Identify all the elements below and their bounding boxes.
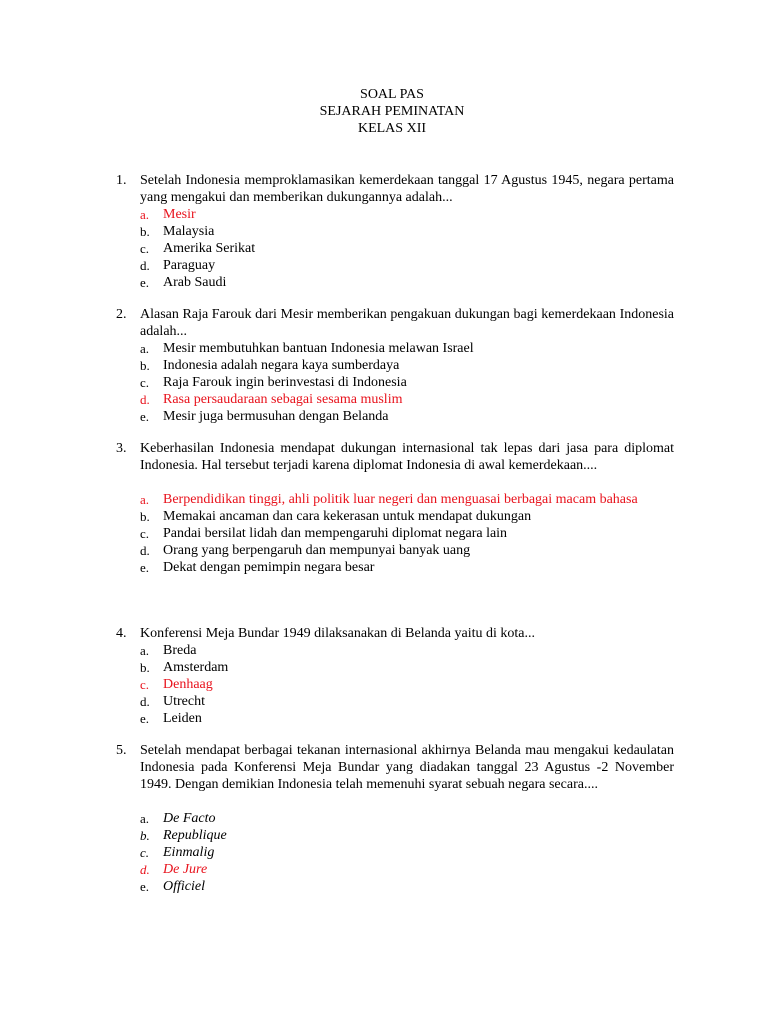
option-text: Arab Saudi xyxy=(163,275,227,290)
header-class: KELAS XII xyxy=(357,121,427,136)
option-a xyxy=(140,810,674,827)
question-text: Alasan Raja Farouk dari Mesir memberikan pengakuan dukungan bagi kemerdekaan Indonesia adalah... xyxy=(140,307,674,339)
option-letter: c. xyxy=(140,241,150,256)
option-text: Denhaag xyxy=(163,677,213,692)
option-text: Mesir juga bermusuhan dengan Belanda xyxy=(163,409,389,424)
option-letter: e. xyxy=(140,409,150,424)
option-text: Paraguay xyxy=(163,258,216,273)
option-text: Amsterdam xyxy=(163,660,229,675)
option-text: Raja Farouk ingin berinvestasi di Indonesia xyxy=(163,375,407,390)
question-number: 1. xyxy=(116,173,127,188)
option-text: Breda xyxy=(163,643,197,658)
option-letter: b. xyxy=(140,509,150,524)
option-d xyxy=(140,257,674,274)
option-list xyxy=(140,340,674,425)
option-letter: b. xyxy=(140,660,150,675)
option-c-correct xyxy=(140,676,674,693)
option-list xyxy=(140,491,674,576)
option-letter: c. xyxy=(140,526,150,541)
option-text: Einmalig xyxy=(163,845,215,860)
option-text: Rasa persaudaraan sebagai sesama muslim xyxy=(163,392,403,407)
header-title: SOAL PAS xyxy=(360,87,424,102)
document-header xyxy=(0,86,768,137)
option-c xyxy=(140,525,674,542)
option-letter: a. xyxy=(140,341,150,356)
option-letter: c. xyxy=(140,677,150,692)
option-letter: d. xyxy=(140,258,150,273)
option-letter: d. xyxy=(140,862,150,877)
option-text: Republique xyxy=(163,828,227,843)
question-2 xyxy=(116,306,674,425)
option-b xyxy=(140,357,674,374)
option-e xyxy=(140,408,674,425)
option-list xyxy=(140,642,674,727)
option-a-correct xyxy=(140,491,674,508)
question-text: Setelah Indonesia memproklamasikan kemerdekaan tanggal 17 Agustus 1945, negara pertama yang mengakui dan memberikan dukungannya adalah... xyxy=(140,173,674,205)
question-3 xyxy=(116,440,674,576)
option-list xyxy=(140,206,674,291)
option-text: Officiel xyxy=(163,879,205,894)
option-letter: a. xyxy=(140,643,150,658)
option-text: Memakai ancaman dan cara kekerasan untuk mendapat dukungan xyxy=(163,509,532,524)
option-text: Utrecht xyxy=(163,694,205,709)
option-letter: e. xyxy=(140,879,150,894)
option-letter: b. xyxy=(140,828,150,843)
option-text: Mesir membutuhkan bantuan Indonesia melawan Israel xyxy=(163,341,474,356)
option-d-correct xyxy=(140,861,674,878)
option-list xyxy=(140,810,674,895)
option-e xyxy=(140,274,674,291)
option-b xyxy=(140,508,674,525)
option-letter: c. xyxy=(140,845,150,860)
option-letter: d. xyxy=(140,543,150,558)
question-text: Keberhasilan Indonesia mendapat dukungan internasional tak lepas dari jasa para diplomat Indonesia. Hal tersebut terjadi karena diplomat Indonesia di awal kemerdekaan.... xyxy=(140,441,674,473)
question-text: Setelah mendapat berbagai tekanan internasional akhirnya Belanda mau mengakui kedaulatan Indonesia pada Konferensi Meja Bundar yang diadakan tanggal 23 Agustus -2 November 1949. Dengan demikian Indonesia telah memenuhi syarat sebuah negara secara.... xyxy=(140,743,674,792)
question-1 xyxy=(116,172,674,291)
option-d-correct xyxy=(140,391,674,408)
option-e xyxy=(140,878,674,895)
option-a xyxy=(140,340,674,357)
option-text: Mesir xyxy=(163,207,196,222)
option-letter: a. xyxy=(140,811,150,826)
option-a-correct xyxy=(140,206,674,223)
option-c xyxy=(140,374,674,391)
question-number: 2. xyxy=(116,307,127,322)
option-letter: d. xyxy=(140,694,150,709)
option-letter: e. xyxy=(140,275,150,290)
option-text: De Facto xyxy=(163,811,216,826)
option-b xyxy=(140,827,674,844)
option-letter: e. xyxy=(140,560,150,575)
option-a xyxy=(140,642,674,659)
option-b xyxy=(140,659,674,676)
option-text: Berpendidikan tinggi, ahli politik luar negeri dan menguasai berbagai macam bahasa xyxy=(163,492,638,507)
option-text: Leiden xyxy=(163,711,202,726)
option-text: Dekat dengan pemimpin negara besar xyxy=(163,560,375,575)
option-e xyxy=(140,559,674,576)
option-b xyxy=(140,223,674,240)
option-letter: e. xyxy=(140,711,150,726)
question-text: Konferensi Meja Bundar 1949 dilaksanakan di Belanda yaitu di kota... xyxy=(140,626,536,641)
option-d xyxy=(140,693,674,710)
question-number: 5. xyxy=(116,743,127,758)
option-e xyxy=(140,710,674,727)
option-text: Orang yang berpengaruh dan mempunyai banyak uang xyxy=(163,543,471,558)
question-5 xyxy=(116,742,674,895)
header-subject: SEJARAH PEMINATAN xyxy=(319,104,465,119)
option-letter: b. xyxy=(140,224,150,239)
option-text: De Jure xyxy=(163,862,208,877)
option-text: Indonesia adalah negara kaya sumberdaya xyxy=(163,358,400,373)
question-4 xyxy=(116,625,674,727)
question-number: 3. xyxy=(116,441,127,456)
option-letter: a. xyxy=(140,492,150,507)
option-text: Malaysia xyxy=(163,224,215,239)
option-c xyxy=(140,240,674,257)
option-c xyxy=(140,844,674,861)
option-d xyxy=(140,542,674,559)
option-letter: d. xyxy=(140,392,150,407)
question-number: 4. xyxy=(116,626,127,641)
option-text: Pandai bersilat lidah dan mempengaruhi diplomat negara lain xyxy=(163,526,508,541)
option-text: Amerika Serikat xyxy=(163,241,256,256)
option-letter: c. xyxy=(140,375,150,390)
option-letter: b. xyxy=(140,358,150,373)
option-letter: a. xyxy=(140,207,150,222)
